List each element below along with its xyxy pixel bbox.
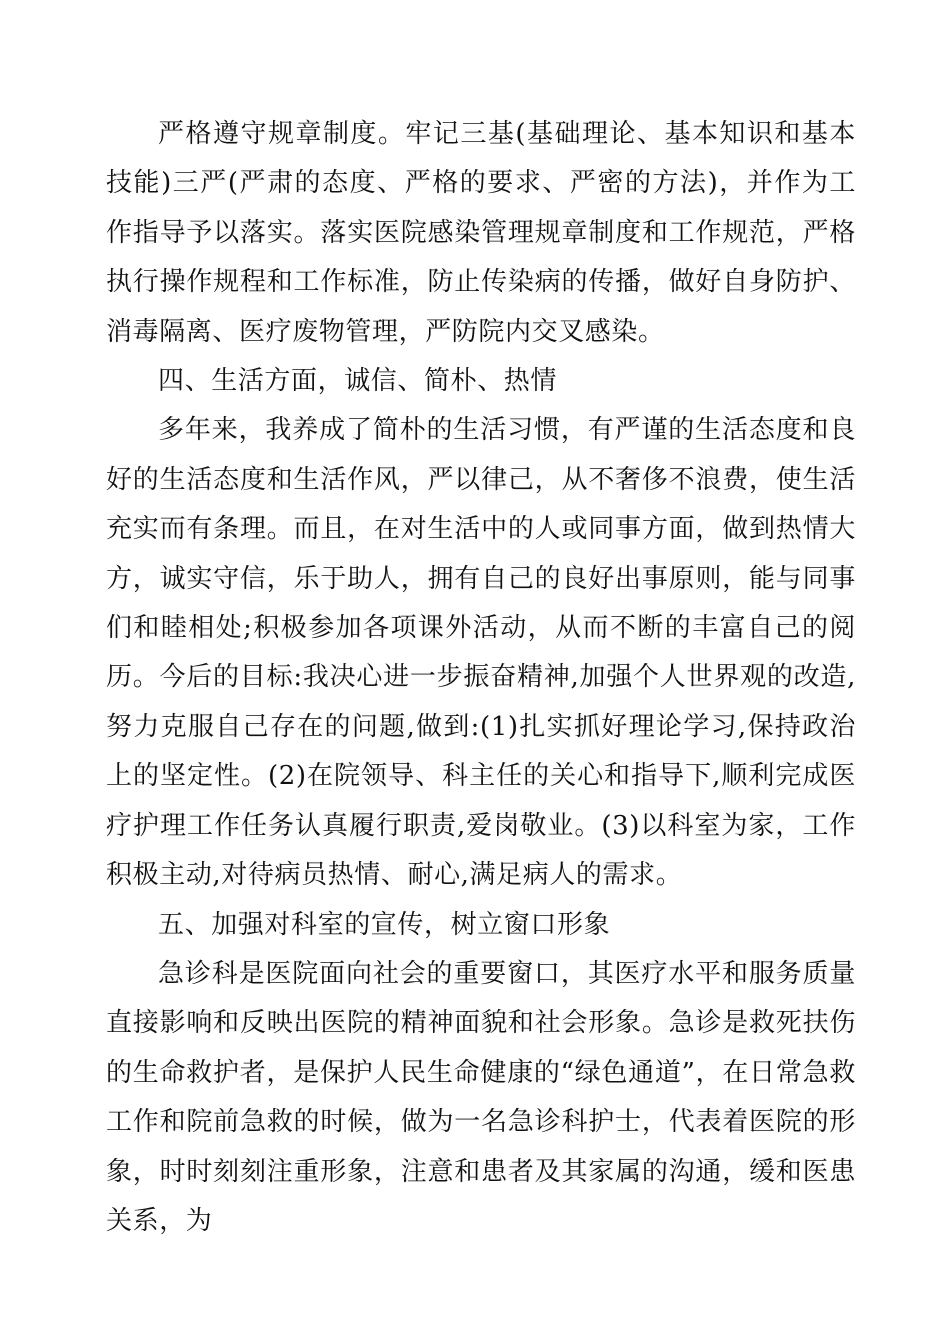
paragraph-emergency-department: 急诊科是医院面向社会的重要窗口，其医疗水平和服务质量直接影响和反映出医院的精神面貌和社会形象。急诊是救死扶伤的生命救护者，是保护人民生命健康的“绿色通道”，在日常急救工作和院前急救的时候，做为一名急诊科护士，代表着医院的形象，时时刻刻注重形象，注意和患者及其家属的沟通，缓和医患关系，为	[106, 958, 856, 1236]
paragraph-rules-compliance: 严格遵守规章制度。牢记三基(基础理论、基本知识和基本技能)三严(严肃的态度、严格的要求、严密的方法)，并作为工作指导予以落实。落实医院感染管理规章制度和工作规范，严格执行操作规程和工作标准，防止传染病的传播，做好自身防护、消毒隔离、医疗废物管理，严防院内交叉感染。	[106, 119, 856, 347]
document-body	[106, 110, 856, 1246]
paragraph-life-attitude: 多年来，我养成了简朴的生活习惯，有严谨的生活态度和良好的生活态度和生活作风，严以律己，从不奢侈不浪费，使生活充实而有条理。而且，在对生活中的人或同事方面，做到热情大方，诚实守信，乐于助人，拥有自己的良好出事原则，能与同事们和睦相处;积极参加各项课外活动，从而不断的丰富自己的阅历。今后的目标:我决心进一步振奋精神,加强个人世界观的改造,努力克服自己存在的问题,做到:(1)扎实抓好理论学习,保持政治上的坚定性。(2)在院领导、科主任的关心和指导下,顺利完成医疗护理工作任务认真履行职责,爱岗敬业。(3)以科室为家，工作积极主动,对待病员热情、耐心,满足病人的需求。	[106, 415, 856, 891]
section-heading-life: 四、生活方面，诚信、简朴、热情	[158, 366, 558, 397]
section-heading-publicity: 五、加强对科室的宣传，树立窗口形象	[158, 909, 611, 940]
